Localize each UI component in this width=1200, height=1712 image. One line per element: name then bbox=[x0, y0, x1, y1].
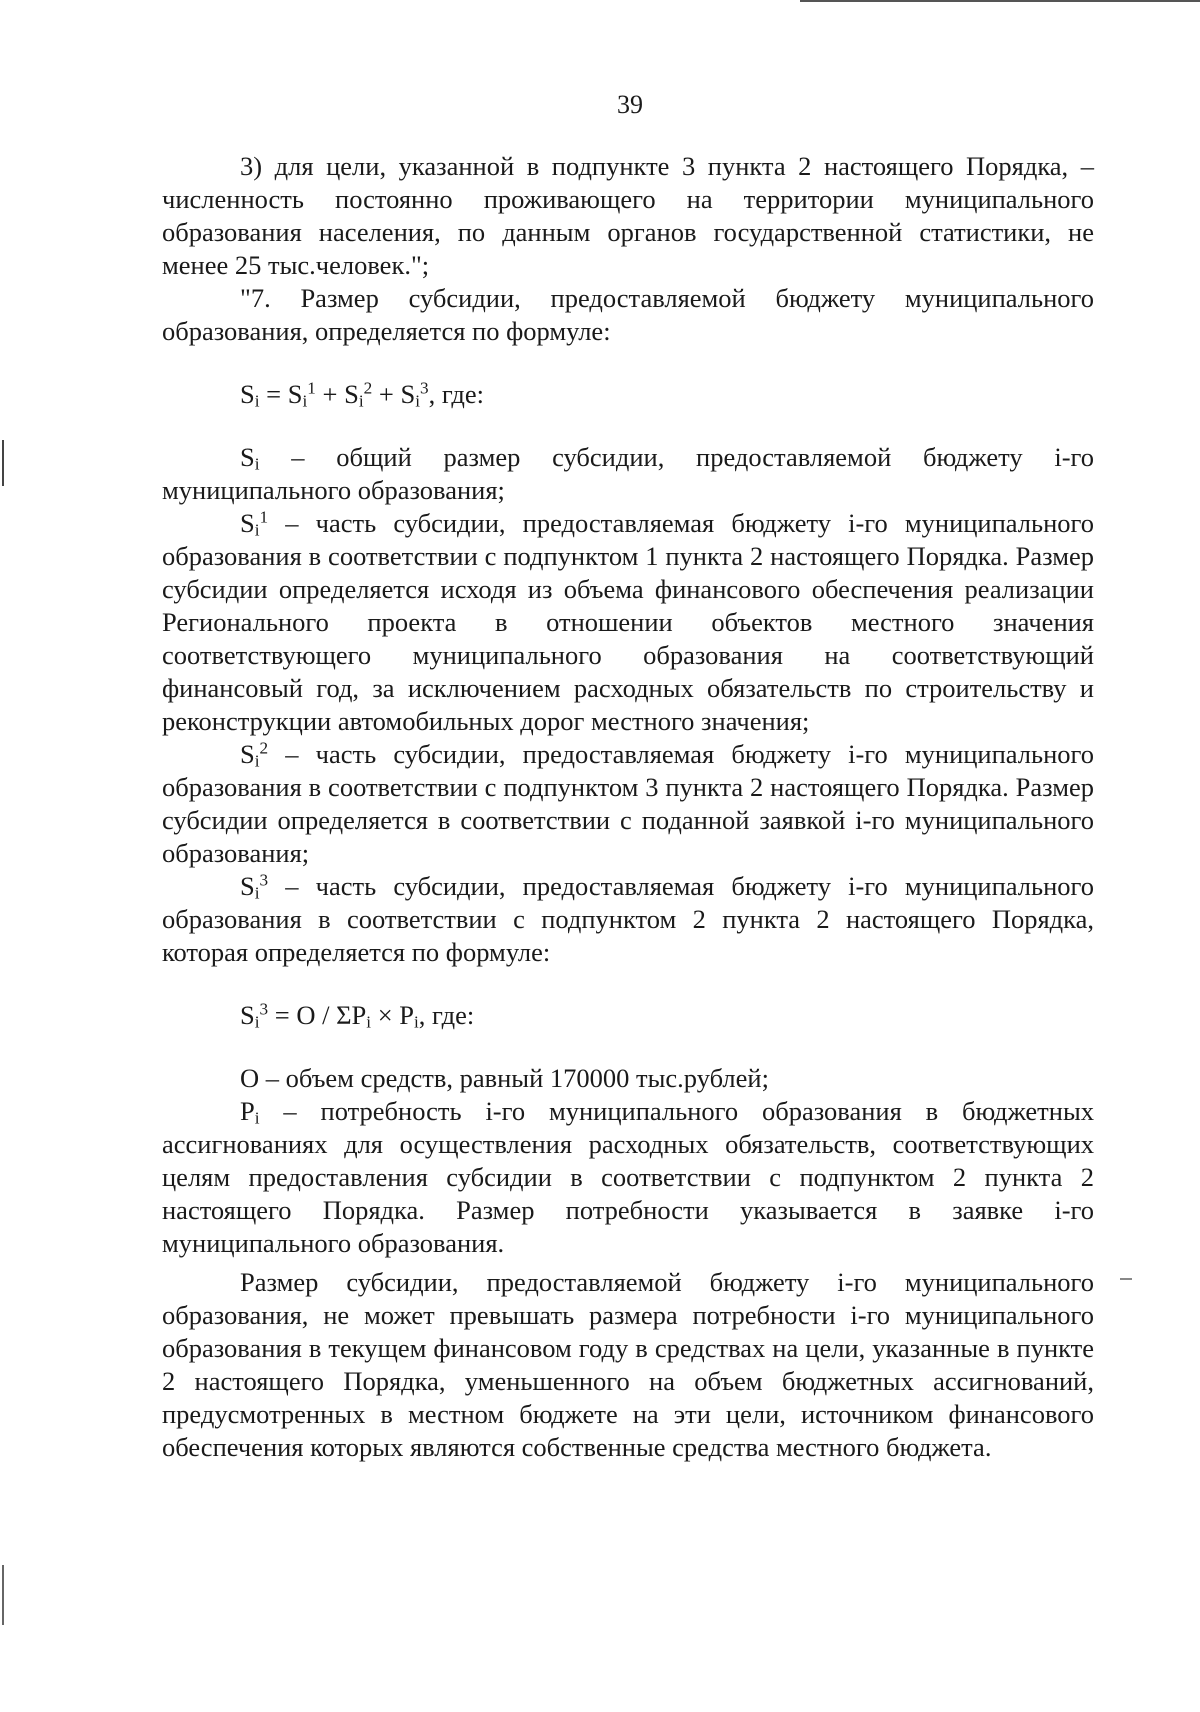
scan-mark bbox=[2, 1565, 4, 1625]
paragraph-point-7: "7. Размер субсидии, предоставляемой бюджету муниципального образования, определяется по формуле: bbox=[162, 283, 1094, 346]
scan-edge-line bbox=[800, 0, 1200, 2]
formula-si3: $S_i^3 = O / \Sigma P_i \times P_i$, где: bbox=[240, 999, 475, 1032]
scan-mark bbox=[1120, 1278, 1132, 1280]
definition-o: О – объем средств, равный 170000 тыс.рублей; bbox=[240, 1063, 769, 1093]
formula-total: $S_i = S_i^1 + S_i^2 + S_i^3$, где: bbox=[240, 378, 485, 411]
definition-si1: $S_i^1$ – часть субсидии, предоставляемая бюджету i-го муниципального образования в соответствии с подпунктом 1 пункта 2 настоящего Порядка. Размер субсидии определяется исходя из объема финансового обеспечения реализации Регионального проекта в отношении объектов местного значения соответствующего муниципального образования на соответствующий финансовый год, за исключением расходных обязательств по строительству и реконструкции автомобильных дорог местного значения; bbox=[162, 507, 1094, 736]
document-body bbox=[162, 150, 1094, 1464]
definition-si2: $S_i^2$ – часть субсидии, предоставляемая бюджету i-го муниципального образования в соответствии с подпунктом 3 пункта 2 настоящего Порядка. Размер субсидии определяется в соответствии с поданной заявкой i-го муниципального образования; bbox=[162, 738, 1094, 868]
page-number: 39 bbox=[617, 90, 643, 119]
paragraph-item-3: 3) для цели, указанной в подпункте 3 пункта 2 настоящего Порядка, – численность постоянно проживающего на территории муниципального образования населения, по данным органов государственной статистики, не менее 25 тыс.человек."; bbox=[162, 151, 1094, 280]
definition-pi: $P_i$ – потребность i-го муниципального образования в бюджетных ассигнованиях для осуществления расходных обязательств, соответствующих целям предоставления субсидии в соответствии с подпунктом 2 пункта 2 настоящего Порядка. Размер потребности указывается в заявке i-го муниципального образования. bbox=[162, 1096, 1094, 1258]
definition-si3: $S_i^3$ – часть субсидии, предоставляемая бюджету i-го муниципального образования в соответствии с подпунктом 2 пункта 2 настоящего Порядка, которая определяется по формуле: bbox=[162, 870, 1094, 967]
scan-mark bbox=[2, 440, 4, 486]
paragraph-limit: Размер субсидии, предоставляемой бюджету i-го муниципального образования, не может превышать размера потребности i-го муниципального образования в текущем финансовом году в средствах на цели, указанные в пункте 2 настоящего Порядка, уменьшенного на объем бюджетных ассигнований, предусмотренных в местном бюджете на эти цели, источником финансового обеспечения которых являются собственные средства местного бюджета. bbox=[162, 1267, 1094, 1462]
definition-si: $S_i$ – общий размер субсидии, предоставляемой бюджету i-го муниципального образования; bbox=[162, 442, 1094, 505]
